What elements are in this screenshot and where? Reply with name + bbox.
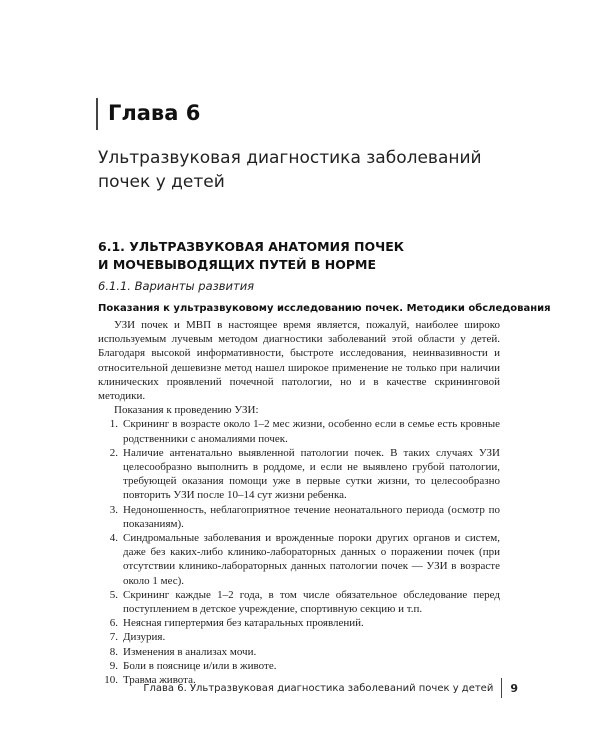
page-footer [143, 678, 518, 698]
running-title: Глава 6. Ультразвуковая диагностика заболеваний почек у детей [143, 682, 494, 694]
list-item-number: 8. [109, 645, 118, 658]
list-item [98, 616, 500, 630]
list-item-text: Дизурия. [123, 631, 166, 644]
list-intro: Показания к проведению УЗИ: [114, 404, 259, 417]
list-item-text: Изменения в анализах мочи. [123, 645, 257, 658]
list-item [98, 645, 500, 659]
list-item-number: 10. [104, 674, 118, 687]
chapter-heading [96, 98, 200, 130]
subheading: Показания к ультразвуковому исследованию почек. Методики обследования [98, 303, 551, 314]
list-item-number: 4. [109, 532, 118, 545]
list-item [98, 503, 500, 531]
list-item-text: Боли в пояснице и/или в животе. [123, 659, 277, 672]
section-title [98, 238, 518, 274]
list-item [98, 588, 500, 616]
list-item-number: 6. [109, 617, 118, 630]
list-item-number: 2. [109, 446, 118, 459]
list-item-number: 1. [109, 418, 118, 431]
list-item [98, 531, 500, 588]
list-item [98, 417, 500, 445]
page-number: 9 [510, 681, 518, 695]
list-item-text: Неясная гипертермия без катаральных проявлений. [123, 617, 364, 630]
list-item-text: Травма живота. [123, 674, 196, 687]
chapter-title: Ультразвуковая диагностика заболеваний почек у детей [98, 148, 482, 192]
indications-list [98, 417, 500, 687]
list-item-number: 3. [109, 503, 118, 516]
list-item [98, 446, 500, 503]
section-title-line2: И МОЧЕВЫВОДЯЩИХ ПУТЕЙ В НОРМЕ [98, 257, 377, 272]
list-item-text: Скрининг каждые 1–2 года, в том числе обязательное обследование перед поступлением в детское учреждение, спортивную секцию и т.п. [123, 588, 500, 616]
list-item-text: Наличие антенатально выявленной патологии почек. В таких случаях УЗИ целесообразно выполнить в роддоме, и если не выявлено грубой патологии, требующей оказания помощи уже в первые сутки жизни, то целесообразно повторить УЗИ после 10–14 сут жизни ребенка. [123, 446, 500, 502]
footer-divider [501, 678, 502, 698]
list-item [98, 630, 500, 644]
chapter-label: Глава 6 [108, 101, 201, 125]
intro-paragraph: УЗИ почек и МВП в настоящее время является, пожалуй, наиболее широко используемым лучевым методом диагностики заболеваний этой области у детей. Благодаря высокой информативности, быстроте исследования, неинвазивности и относительной дешевизне метод нашел широкое применение не только при наличии клинических проявлений почечной патологии, но и в качестве скрининговой методики. [98, 319, 500, 403]
list-item-text: Скрининг в возрасте около 1–2 мес жизни, особенно если в семье есть кровные родственники с аномалиями почек. [123, 418, 500, 445]
subsection-title: 6.1.1. Варианты развития [98, 279, 255, 293]
list-item-number: 5. [109, 588, 118, 601]
list-item-text: Недоношенность, неблагоприятное течение неонатального периода (осмотр по показаниям). [123, 503, 500, 530]
body-text [98, 318, 500, 687]
list-item-text: Синдромальные заболевания и врожденные пороки других органов и систем, даже без каких-либо клинико-лабораторных данных о поражении почек (при отсутствии клинико-лабораторных данных патологии почек — УЗИ в возрасте около 1 мес). [123, 532, 500, 587]
list-item-number: 7. [109, 631, 118, 644]
section-title-line1: 6.1. УЛЬТРАЗВУКОВАЯ АНАТОМИЯ ПОЧЕК [98, 239, 405, 254]
list-item-number: 9. [109, 659, 118, 672]
list-item [98, 659, 500, 673]
